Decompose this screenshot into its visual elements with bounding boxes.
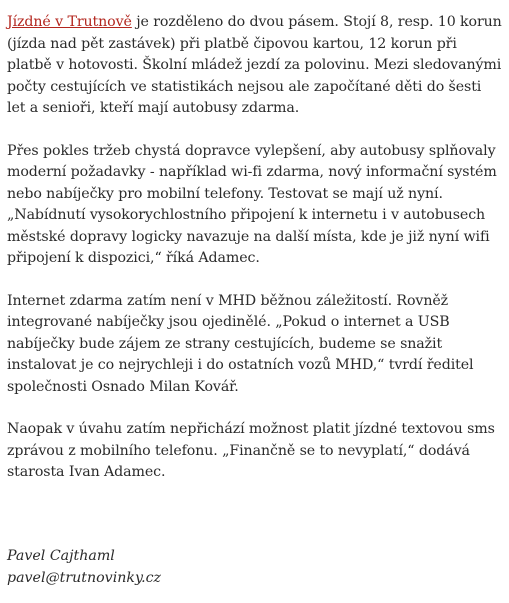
paragraph-fares-text: je rozděleno do dvou pásem. Stojí 8, resp. 10 korun (jízda nad pět zastávek) při platbě čipovou kartou, 12 korun při platbě v hotovosti. Školní mládež jezdí za polovinu. Mezi sledovanými počty cestujících ve statistikách nejsou ale započítané děti do šesti let a senioři, kteří mají autobusy zdarma.	[7, 14, 502, 116]
paragraph-internet: Internet zdarma zatím není v MHD běžnou záležitostí. Rovněž integrované nabíječky jsou ojedinělé. „Pokud o internet a USB nabíječky bude zájem ze strany cestujících, budeme se snažit instalovat je co nejrychleji i do ostatních vozů MHD,“ tvrdí ředitel společnosti Osnado Milan Kovář.	[7, 292, 474, 395]
author-block	[7, 545, 503, 589]
paragraph-sms-payment: Naopak v úvahu zatím nepřichází možnost platit jízdné textovou sms zprávou z mobilního telefonu. „Finančně se to nevyplatí,“ dodává starosta Ivan Adamec.	[7, 421, 495, 480]
paragraph-improvements: Přes pokles tržeb chystá dopravce vylepšení, aby autobusy splňovaly moderní požadavky - například wi-fi zdarma, nový informační systém nebo nabíječky pro mobilní telefony. Testovat se mají už nyní. „Nabídnutí vysokorychlostního připojení k internetu i v autobusech městské dopravy logicky navazuje na další místa, kde je již nyní wifi připojení k dispozici,“ říká Adamec.	[7, 142, 497, 266]
fares-link[interactable]: Jízdné v Trutnově	[7, 14, 132, 30]
article-body	[7, 12, 503, 505]
author-name: Pavel Cajthaml	[7, 548, 115, 564]
author-email: pavel@trutnovinky.cz	[7, 570, 162, 586]
paragraph-fares	[7, 12, 503, 120]
